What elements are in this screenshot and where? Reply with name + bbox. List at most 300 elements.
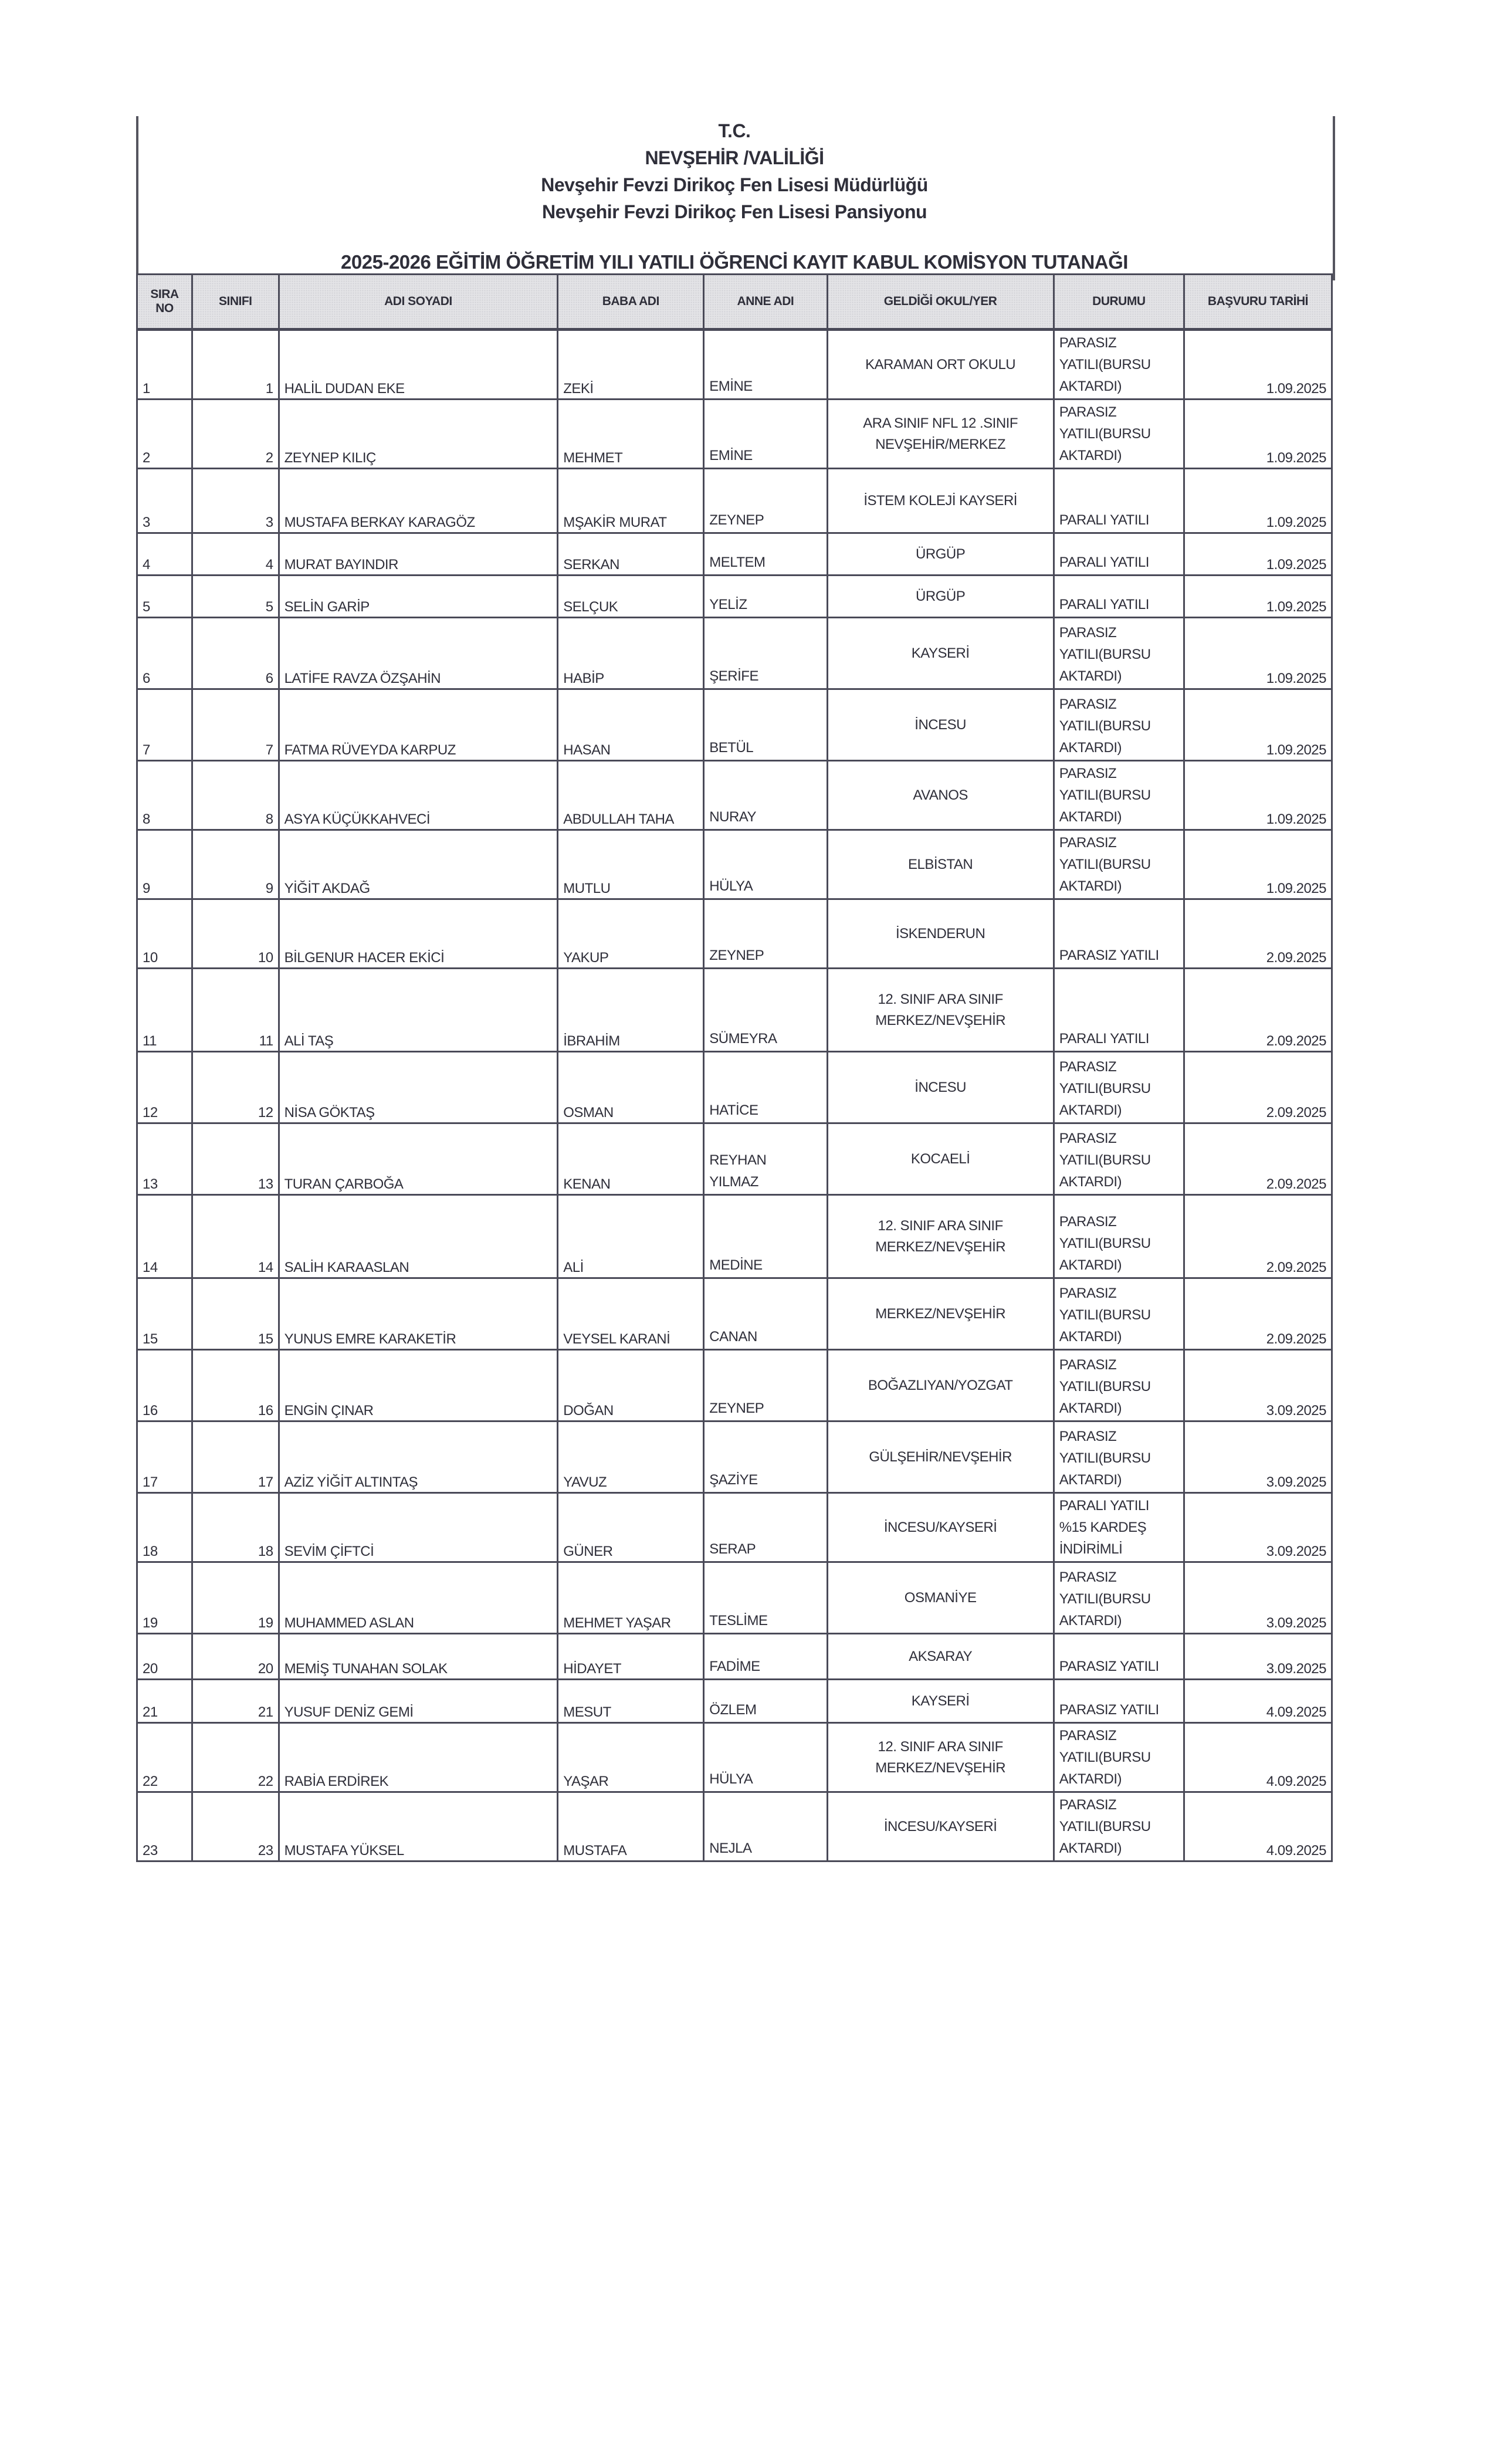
cell-anne-adi-text: EMİNE (709, 448, 753, 463)
cell-geldigi-okul (827, 1421, 1054, 1493)
cell-geldigi-okul (827, 469, 1054, 533)
cell-anne-adi (704, 1278, 827, 1350)
cell-durumu-text: PARASIZ YATILI (1059, 947, 1159, 963)
cell-durumu (1054, 576, 1184, 618)
cell-geldigi-okul-text: OSMANİYE (904, 1589, 977, 1606)
table-row (137, 1792, 1332, 1861)
cell-sira-no-text: 6 (143, 671, 150, 686)
table-row (137, 830, 1332, 899)
cell-sinif (192, 969, 279, 1052)
table-row (137, 576, 1332, 618)
cell-baba-adi-text: HABİP (563, 671, 604, 686)
cell-geldigi-okul (827, 1278, 1054, 1350)
cell-adi-soyadi-text: ZEYNEP KILIÇ (284, 450, 376, 466)
cell-sira-no-text: 23 (143, 1843, 158, 1859)
cell-baba-adi (558, 1052, 704, 1123)
cell-adi-soyadi (279, 1723, 558, 1792)
cell-sinif-text: 11 (259, 1033, 273, 1049)
cell-anne-adi (704, 1052, 827, 1123)
cell-sinif (192, 1634, 279, 1680)
cell-baba-adi (558, 969, 704, 1052)
table-row (137, 1278, 1332, 1350)
table-row (137, 1123, 1332, 1195)
cell-geldigi-okul (827, 1680, 1054, 1723)
cell-geldigi-okul (827, 830, 1054, 899)
cell-sira-no-text: 11 (143, 1033, 157, 1049)
cell-durumu-text: PARASIZ YATILI(BURSU AKTARDI) (1059, 835, 1151, 894)
cell-adi-soyadi-text: AZİZ YİĞİT ALTINTAŞ (284, 1474, 418, 1490)
cell-basvuru-tarihi-text: 2.09.2025 (1266, 950, 1326, 966)
column-header-sinif: SINIFI (192, 275, 279, 330)
cell-geldigi-okul-text: İNCESU (915, 716, 966, 733)
cell-sira-no (137, 1680, 192, 1723)
cell-baba-adi-text: HASAN (563, 742, 611, 758)
cell-basvuru-tarihi-text: 1.09.2025 (1266, 671, 1326, 686)
cell-adi-soyadi-text: ALİ TAŞ (284, 1033, 334, 1049)
cell-baba-adi-text: KENAN (563, 1176, 611, 1192)
cell-sira-no-text: 17 (143, 1474, 158, 1490)
cell-anne-adi (704, 830, 827, 899)
cell-anne-adi (704, 1562, 827, 1634)
table-row (137, 1634, 1332, 1680)
table-row (137, 1680, 1332, 1723)
cell-anne-adi-text: NURAY (709, 809, 757, 825)
cell-sinif-text: 12 (258, 1105, 273, 1121)
cell-anne-adi-text: EMİNE (709, 378, 753, 394)
cell-sinif-text: 10 (258, 950, 273, 966)
cell-sinif-text: 7 (265, 742, 273, 758)
cell-durumu (1054, 1723, 1184, 1792)
cell-basvuru-tarihi-text: 1.09.2025 (1266, 450, 1326, 466)
cell-sinif (192, 576, 279, 618)
cell-sinif-text: 17 (258, 1474, 273, 1490)
cell-durumu (1054, 469, 1184, 533)
cell-sinif (192, 1421, 279, 1493)
cell-durumu (1054, 1680, 1184, 1723)
cell-adi-soyadi (279, 533, 558, 576)
cell-sira-no (137, 618, 192, 689)
cell-geldigi-okul-text: 12. SINIF ARA SINIF MERKEZ/NEVŞEHİR (875, 1217, 1006, 1255)
cell-basvuru-tarihi-text: 1.09.2025 (1266, 742, 1326, 758)
cell-geldigi-okul (827, 1792, 1054, 1861)
cell-baba-adi-text: İBRAHİM (563, 1033, 620, 1049)
cell-geldigi-okul-text: ÜRGÜP (916, 588, 966, 604)
cell-basvuru-tarihi-text: 1.09.2025 (1266, 557, 1326, 573)
cell-geldigi-okul-text: ÜRGÜP (916, 546, 966, 562)
cell-durumu-text: PARASIZ YATILI(BURSU AKTARDI) (1059, 1357, 1151, 1416)
cell-basvuru-tarihi-text: 2.09.2025 (1266, 1260, 1326, 1275)
cell-durumu-text: PARALI YATILI (1059, 512, 1149, 528)
cell-sinif (192, 400, 279, 469)
cell-geldigi-okul-text: KOCAELİ (910, 1150, 970, 1167)
cell-basvuru-tarihi-text: 2.09.2025 (1266, 1176, 1326, 1192)
cell-baba-adi-text: ZEKİ (563, 381, 594, 397)
cell-baba-adi (558, 1195, 704, 1278)
cell-sinif (192, 1680, 279, 1723)
cell-basvuru-tarihi-text: 3.09.2025 (1266, 1474, 1326, 1490)
cell-durumu (1054, 1421, 1184, 1493)
cell-sinif (192, 761, 279, 830)
cell-anne-adi (704, 689, 827, 761)
cell-anne-adi-text: ŞAZİYE (709, 1472, 758, 1488)
cell-durumu-text: PARASIZ YATILI (1059, 1702, 1159, 1718)
cell-durumu (1054, 618, 1184, 689)
cell-baba-adi (558, 1634, 704, 1680)
cell-baba-adi-text: ABDULLAH TAHA (563, 811, 674, 827)
cell-adi-soyadi (279, 469, 558, 533)
cell-sira-no-text: 18 (143, 1544, 158, 1559)
cell-sinif-text: 16 (258, 1403, 273, 1419)
cell-adi-soyadi (279, 1792, 558, 1861)
cell-anne-adi (704, 1195, 827, 1278)
document-header (136, 117, 1333, 276)
table-row (137, 1052, 1332, 1123)
cell-durumu (1054, 533, 1184, 576)
cell-anne-adi-text: ZEYNEP (709, 1400, 764, 1416)
cell-baba-adi (558, 899, 704, 969)
cell-durumu-text: PARASIZ YATILI(BURSU AKTARDI) (1059, 766, 1151, 825)
cell-basvuru-tarihi (1184, 689, 1332, 761)
cell-basvuru-tarihi (1184, 899, 1332, 969)
cell-sinif (192, 899, 279, 969)
cell-baba-adi-text: MUTLU (563, 881, 611, 896)
cell-baba-adi (558, 330, 704, 400)
cell-sira-no (137, 533, 192, 576)
cell-sira-no (137, 761, 192, 830)
cell-adi-soyadi (279, 400, 558, 469)
cell-durumu (1054, 761, 1184, 830)
cell-sinif-text: 15 (258, 1331, 273, 1347)
cell-durumu (1054, 400, 1184, 469)
cell-anne-adi (704, 618, 827, 689)
cell-sinif (192, 1195, 279, 1278)
cell-durumu-text: PARASIZ YATILI(BURSU AKTARDI) (1059, 1728, 1151, 1787)
cell-sira-no-text: 15 (143, 1331, 158, 1347)
document-title: 2025-2026 EĞİTİM ÖĞRETİM YILI YATILI ÖĞRENCİ KAYIT KABUL KOMİSYON TUTANAĞI (341, 251, 1128, 273)
cell-durumu (1054, 1350, 1184, 1421)
cell-adi-soyadi-text: ASYA KÜÇÜKKAHVECİ (284, 811, 431, 827)
cell-anne-adi (704, 1792, 827, 1861)
cell-basvuru-tarihi (1184, 969, 1332, 1052)
cell-sinif (192, 1562, 279, 1634)
cell-basvuru-tarihi (1184, 576, 1332, 618)
cell-geldigi-okul (827, 1052, 1054, 1123)
table-row (137, 469, 1332, 533)
cell-anne-adi (704, 1634, 827, 1680)
cell-baba-adi (558, 761, 704, 830)
cell-baba-adi (558, 1123, 704, 1195)
cell-sira-no-text: 2 (143, 450, 150, 466)
cell-durumu (1054, 1195, 1184, 1278)
cell-adi-soyadi-text: SEVİM ÇİFTCİ (284, 1544, 374, 1559)
cell-baba-adi (558, 618, 704, 689)
cell-baba-adi-text: SERKAN (563, 557, 619, 573)
cell-sira-no (137, 1493, 192, 1562)
cell-sinif (192, 618, 279, 689)
cell-adi-soyadi (279, 969, 558, 1052)
cell-adi-soyadi (279, 1680, 558, 1723)
cell-sinif-text: 5 (265, 599, 273, 615)
cell-sira-no (137, 1634, 192, 1680)
cell-durumu (1054, 1634, 1184, 1680)
cell-durumu (1054, 330, 1184, 400)
cell-adi-soyadi-text: MUHAMMED ASLAN (284, 1615, 414, 1631)
cell-basvuru-tarihi (1184, 1634, 1332, 1680)
cell-durumu-text: PARASIZ YATILI(BURSU AKTARDI) (1059, 1429, 1151, 1488)
cell-sinif-text: 1 (265, 381, 273, 397)
column-header-durumu: DURUMU (1054, 275, 1184, 330)
cell-basvuru-tarihi-text: 2.09.2025 (1266, 1331, 1326, 1347)
cell-baba-adi-text: MEHMET YAŞAR (563, 1615, 671, 1631)
table-row (137, 761, 1332, 830)
cell-sinif-text: 20 (258, 1661, 273, 1677)
cell-anne-adi-text: HÜLYA (709, 878, 753, 894)
cell-sira-no-text: 5 (143, 599, 150, 615)
cell-adi-soyadi-text: SALİH KARAASLAN (284, 1260, 409, 1275)
cell-basvuru-tarihi-text: 3.09.2025 (1266, 1615, 1326, 1631)
cell-baba-adi-text: ALİ (563, 1260, 584, 1275)
cell-sira-no (137, 1278, 192, 1350)
cell-anne-adi-text: MEDİNE (709, 1257, 763, 1273)
column-header-sira-no: SIRA NO (137, 275, 192, 330)
cell-anne-adi-text: ŞERİFE (709, 668, 758, 684)
cell-adi-soyadi-text: ENGİN ÇINAR (284, 1403, 374, 1419)
cell-anne-adi-text: TESLİME (709, 1613, 768, 1629)
table-row (137, 533, 1332, 576)
cell-baba-adi (558, 1723, 704, 1792)
cell-durumu-text: PARASIZ YATILI(BURSU AKTARDI) (1059, 335, 1151, 394)
cell-baba-adi-text: YAVUZ (563, 1474, 607, 1490)
cell-baba-adi (558, 689, 704, 761)
cell-baba-adi (558, 1421, 704, 1493)
cell-geldigi-okul (827, 969, 1054, 1052)
cell-anne-adi-text: YELİZ (709, 597, 747, 612)
cell-baba-adi-text: MEHMET (563, 450, 623, 466)
cell-basvuru-tarihi (1184, 469, 1332, 533)
table-row (137, 969, 1332, 1052)
cell-geldigi-okul (827, 689, 1054, 761)
cell-geldigi-okul-text: 12. SINIF ARA SINIF MERKEZ/NEVŞEHİR (875, 1738, 1006, 1776)
cell-sira-no-text: 22 (143, 1773, 158, 1789)
cell-baba-adi-text: YAKUP (563, 950, 609, 966)
cell-adi-soyadi-text: MUSTAFA YÜKSEL (284, 1843, 404, 1859)
cell-anne-adi-text: ZEYNEP (709, 512, 764, 528)
cell-sira-no (137, 689, 192, 761)
cell-anne-adi-text: SÜMEYRA (709, 1031, 777, 1047)
cell-durumu (1054, 1278, 1184, 1350)
cell-geldigi-okul-text: AKSARAY (909, 1648, 973, 1664)
cell-basvuru-tarihi-text: 1.09.2025 (1266, 381, 1326, 397)
cell-geldigi-okul-text: GÜLŞEHİR/NEVŞEHİR (869, 1448, 1012, 1465)
cell-sinif (192, 1052, 279, 1123)
cell-geldigi-okul-text: MERKEZ/NEVŞEHİR (875, 1305, 1006, 1322)
cell-geldigi-okul-text: İNCESU/KAYSERİ (883, 1818, 997, 1835)
cell-geldigi-okul-text: AVANOS (913, 787, 968, 803)
cell-durumu (1054, 1792, 1184, 1861)
cell-basvuru-tarihi (1184, 1123, 1332, 1195)
cell-adi-soyadi (279, 576, 558, 618)
cell-sira-no (137, 969, 192, 1052)
cell-durumu-text: PARALI YATILI %15 KARDEŞ İNDİRİMLİ (1059, 1498, 1149, 1557)
table-row (137, 1562, 1332, 1634)
cell-sira-no-text: 20 (143, 1661, 158, 1677)
cell-baba-adi (558, 1792, 704, 1861)
cell-baba-adi-text: MŞAKİR MURAT (563, 515, 667, 530)
cell-adi-soyadi (279, 761, 558, 830)
cell-baba-adi (558, 1278, 704, 1350)
cell-basvuru-tarihi-text: 1.09.2025 (1266, 881, 1326, 896)
cell-sinif-text: 21 (258, 1704, 273, 1720)
cell-durumu-text: PARASIZ YATILI(BURSU AKTARDI) (1059, 1214, 1151, 1273)
table-row (137, 618, 1332, 689)
cell-basvuru-tarihi-text: 1.09.2025 (1266, 811, 1326, 827)
cell-adi-soyadi-text: YUNUS EMRE KARAKETİR (284, 1331, 456, 1347)
cell-durumu-text: PARASIZ YATILI (1059, 1659, 1159, 1674)
cell-baba-adi (558, 469, 704, 533)
cell-durumu-text: PARASIZ YATILI(BURSU AKTARDI) (1059, 625, 1151, 684)
cell-basvuru-tarihi (1184, 761, 1332, 830)
column-header-baba-adi: BABA ADI (558, 275, 704, 330)
cell-sinif (192, 830, 279, 899)
cell-baba-adi-text: VEYSEL KARANİ (563, 1331, 670, 1347)
cell-basvuru-tarihi (1184, 830, 1332, 899)
cell-baba-adi (558, 576, 704, 618)
cell-durumu-text: PARASIZ YATILI(BURSU AKTARDI) (1059, 1131, 1151, 1190)
cell-durumu (1054, 689, 1184, 761)
column-header-basvuru-tarihi: BAŞVURU TARİHİ (1184, 275, 1332, 330)
cell-adi-soyadi-text: YİĞİT AKDAĞ (284, 881, 370, 896)
cell-anne-adi-text: NEJLA (709, 1840, 752, 1856)
cell-anne-adi-text: CANAN (709, 1329, 757, 1345)
cell-baba-adi (558, 1562, 704, 1634)
cell-sinif (192, 1278, 279, 1350)
cell-sira-no (137, 899, 192, 969)
cell-anne-adi (704, 400, 827, 469)
cell-geldigi-okul (827, 1562, 1054, 1634)
cell-anne-adi-text: FADİME (709, 1659, 760, 1674)
column-header-anne-adi: ANNE ADI (704, 275, 827, 330)
cell-adi-soyadi-text: LATİFE RAVZA ÖZŞAHİN (284, 671, 441, 686)
cell-basvuru-tarihi (1184, 1723, 1332, 1792)
cell-basvuru-tarihi (1184, 1421, 1332, 1493)
cell-anne-adi-text: MELTEM (709, 554, 766, 570)
cell-geldigi-okul (827, 576, 1054, 618)
cell-adi-soyadi-text: HALİL DUDAN EKE (284, 381, 405, 397)
cell-sinif-text: 14 (258, 1260, 273, 1275)
cell-adi-soyadi-text: NİSA GÖKTAŞ (284, 1105, 375, 1121)
cell-basvuru-tarihi-text: 4.09.2025 (1266, 1773, 1326, 1789)
cell-durumu (1054, 1562, 1184, 1634)
cell-sinif (192, 330, 279, 400)
cell-baba-adi-text: HİDAYET (563, 1661, 621, 1677)
cell-geldigi-okul-text: İSKENDERUN (895, 925, 985, 942)
cell-durumu-text: PARASIZ YATILI(BURSU AKTARDI) (1059, 696, 1151, 756)
cell-sinif-text: 13 (258, 1176, 273, 1192)
cell-sinif-text: 9 (265, 881, 273, 896)
cell-geldigi-okul-text: ELBİSTAN (908, 856, 973, 872)
cell-durumu (1054, 830, 1184, 899)
cell-sira-no (137, 1792, 192, 1861)
cell-baba-adi (558, 533, 704, 576)
table-header-row (137, 275, 1332, 330)
cell-sira-no (137, 400, 192, 469)
cell-geldigi-okul-text: İNCESU/KAYSERİ (883, 1519, 997, 1535)
cell-baba-adi (558, 1680, 704, 1723)
cell-geldigi-okul-text: KAYSERİ (911, 1693, 970, 1709)
cell-sira-no (137, 830, 192, 899)
cell-durumu-text: PARASIZ YATILI(BURSU AKTARDI) (1059, 404, 1151, 463)
cell-baba-adi (558, 1493, 704, 1562)
cell-anne-adi-text: BETÜL (709, 740, 754, 756)
cell-sira-no-text: 21 (143, 1704, 158, 1720)
cell-basvuru-tarihi (1184, 533, 1332, 576)
cell-adi-soyadi-text: MURAT BAYINDIR (284, 557, 398, 573)
cell-anne-adi (704, 533, 827, 576)
cell-geldigi-okul-text: 12. SINIF ARA SINIF MERKEZ/NEVŞEHİR (875, 991, 1006, 1028)
cell-sinif-text: 22 (258, 1773, 273, 1789)
cell-adi-soyadi-text: SELİN GARİP (284, 599, 370, 615)
table-row (137, 1421, 1332, 1493)
cell-sinif (192, 1723, 279, 1792)
cell-sira-no-text: 19 (143, 1615, 158, 1631)
cell-adi-soyadi (279, 1052, 558, 1123)
cell-sinif (192, 1350, 279, 1421)
cell-basvuru-tarihi-text: 1.09.2025 (1266, 599, 1326, 615)
cell-adi-soyadi (279, 1123, 558, 1195)
registration-table (136, 273, 1333, 1862)
cell-sira-no-text: 16 (143, 1403, 158, 1419)
table-row (137, 330, 1332, 400)
cell-adi-soyadi (279, 689, 558, 761)
header-line-pansiyon: Nevşehir Fevzi Dirikoç Fen Lisesi Pansiyonu (541, 201, 927, 222)
cell-sira-no-text: 7 (143, 742, 150, 758)
cell-baba-adi-text: MUSTAFA (563, 1843, 627, 1859)
cell-adi-soyadi (279, 618, 558, 689)
cell-geldigi-okul (827, 1195, 1054, 1278)
cell-sira-no (137, 1195, 192, 1278)
cell-baba-adi-text: OSMAN (563, 1105, 614, 1121)
cell-sira-no-text: 4 (143, 557, 150, 573)
cell-geldigi-okul (827, 1493, 1054, 1562)
cell-geldigi-okul-text: ARA SINIF NFL 12 .SINIF NEVŞEHİR/MERKEZ (863, 415, 1018, 452)
table-row (137, 400, 1332, 469)
cell-anne-adi (704, 1680, 827, 1723)
column-header-adi-soyadi: ADI SOYADI (279, 275, 558, 330)
cell-sira-no (137, 1350, 192, 1421)
cell-anne-adi (704, 969, 827, 1052)
cell-anne-adi-text: HATİCE (709, 1102, 758, 1118)
cell-basvuru-tarihi (1184, 330, 1332, 400)
table-row (137, 1350, 1332, 1421)
cell-baba-adi-text: SELÇUK (563, 599, 618, 615)
cell-sira-no (137, 1123, 192, 1195)
cell-durumu (1054, 1052, 1184, 1123)
cell-geldigi-okul-text: KARAMAN ORT OKULU (865, 356, 1016, 373)
cell-baba-adi (558, 1350, 704, 1421)
table-row (137, 1723, 1332, 1792)
cell-basvuru-tarihi (1184, 1052, 1332, 1123)
cell-geldigi-okul (827, 1350, 1054, 1421)
cell-geldigi-okul-text: İNCESU (915, 1079, 966, 1095)
cell-basvuru-tarihi-text: 4.09.2025 (1266, 1704, 1326, 1720)
cell-baba-adi (558, 400, 704, 469)
cell-adi-soyadi (279, 830, 558, 899)
cell-sinif (192, 469, 279, 533)
cell-sira-no-text: 14 (143, 1260, 158, 1275)
cell-basvuru-tarihi (1184, 1493, 1332, 1562)
cell-basvuru-tarihi (1184, 1792, 1332, 1861)
cell-adi-soyadi-text: TURAN ÇARBOĞA (284, 1176, 404, 1192)
